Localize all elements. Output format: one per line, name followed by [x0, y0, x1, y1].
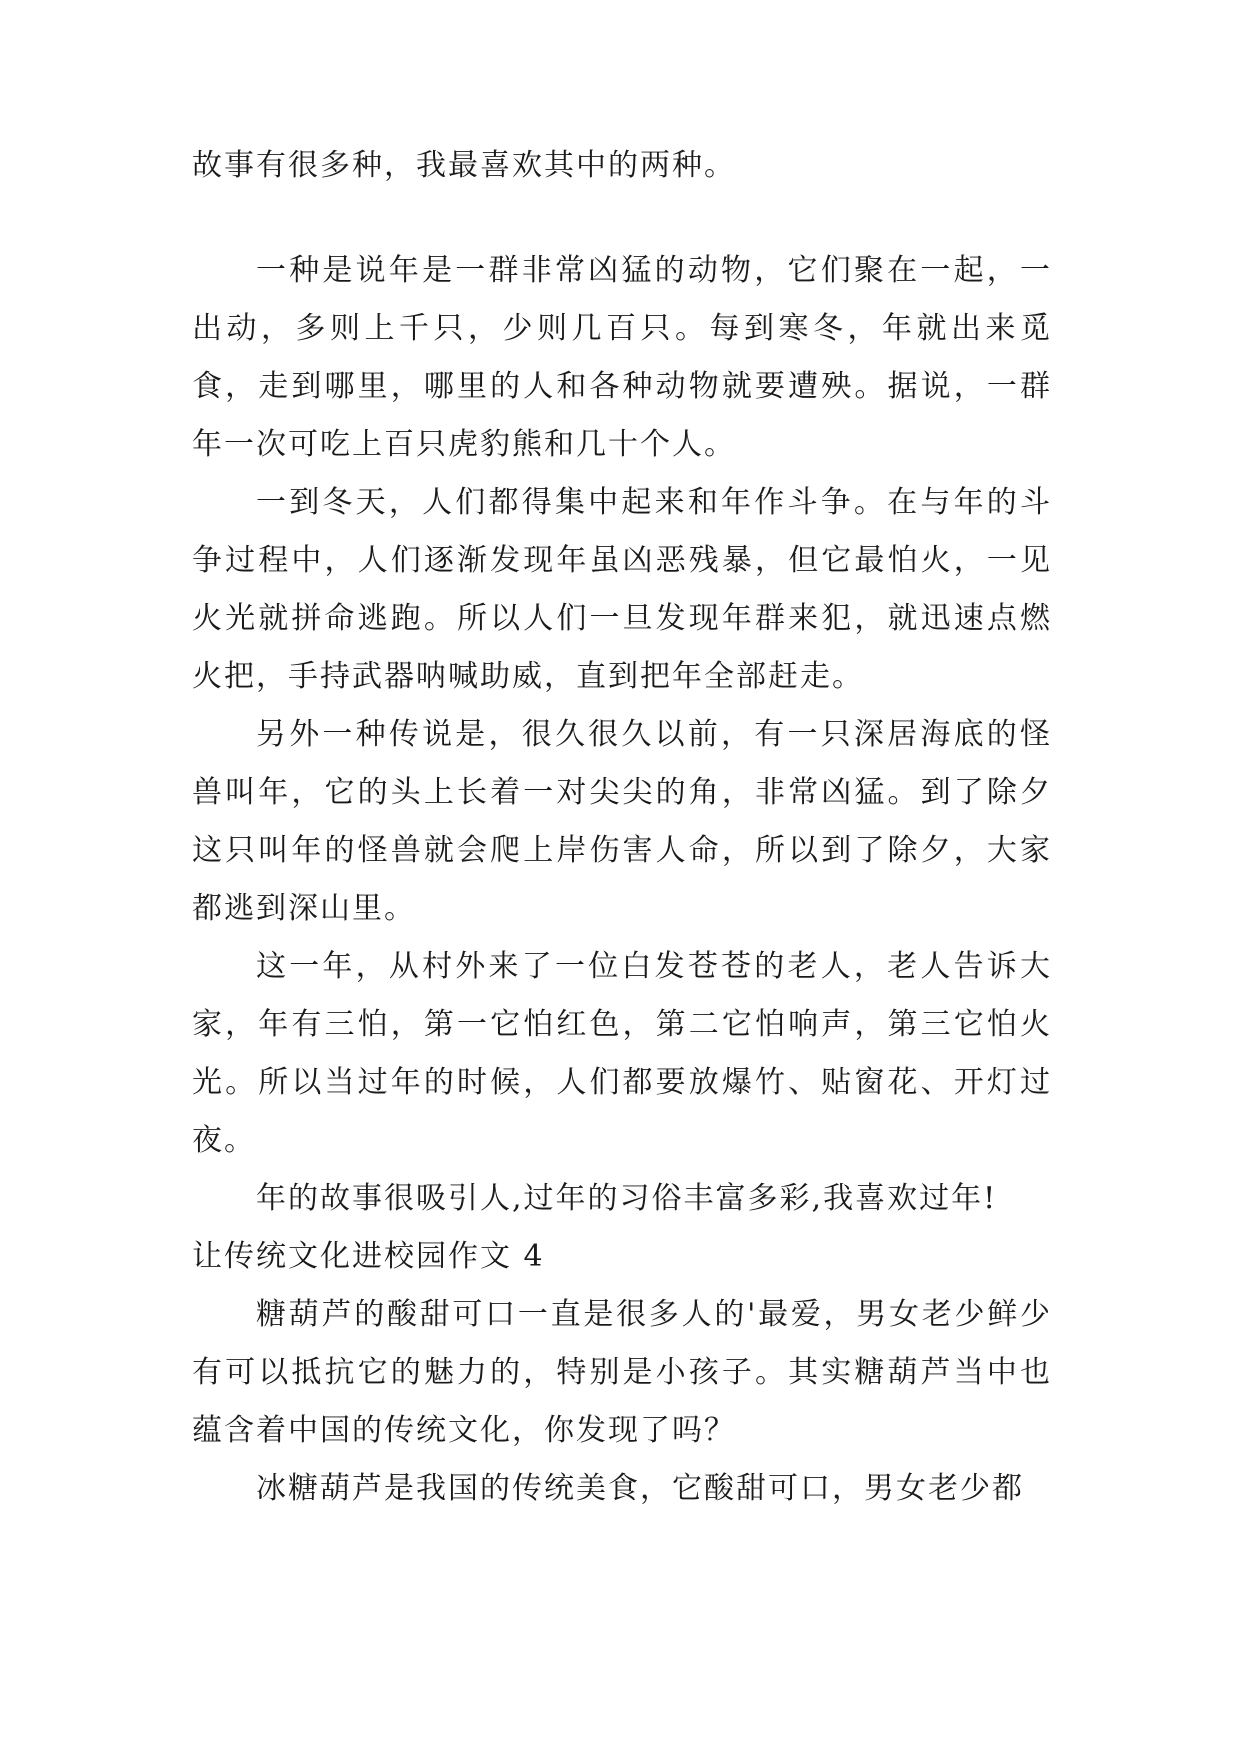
document-body	[192, 137, 1052, 195]
section-title: 让传统文化进校园作文 4	[192, 1239, 545, 1274]
document-body-main	[192, 242, 1052, 1518]
section-paragraph-1: 糖葫芦的酸甜可口一直是很多人的'最爱，男女老少鲜少有可以抵抗它的魅力的，特别是小孩子。其实糖葫芦当中也蕴含着中国的传统文化，你发现了吗？	[192, 1297, 1052, 1448]
intro-line: 故事有很多种，我最喜欢其中的两种。	[192, 148, 736, 183]
paragraph-4: 这一年，从村外来了一位白发苍苍的老人，老人告诉大家，年有三怕，第一它怕红色，第二它怕响声，第三它怕火光。所以当过年的时候，人们都要放爆竹、贴窗花、开灯过夜。	[192, 949, 1052, 1158]
paragraph-2: 一到冬天，人们都得集中起来和年作斗争。在与年的斗争过程中，人们逐渐发现年虽凶恶残暴，但它最怕火，一见火光就拼命逃跑。所以人们一旦发现年群来犯，就迅速点燃火把，手持武器呐喊助威，直到把年全部赶走。	[192, 485, 1052, 694]
paragraph-5: 年的故事很吸引人,过年的习俗丰富多彩,我喜欢过年!	[256, 1181, 998, 1216]
paragraph-3: 另外一种传说是，很久很久以前，有一只深居海底的怪兽叫年，它的头上长着一对尖尖的角，非常凶猛。到了除夕这只叫年的怪兽就会爬上岸伤害人命，所以到了除夕，大家都逃到深山里。	[192, 717, 1052, 926]
section-paragraph-2: 冰糖葫芦是我国的传统美食，它酸甜可口，男女老少都	[256, 1471, 1024, 1506]
paragraph-1: 一种是说年是一群非常凶猛的动物，它们聚在一起，一出动，多则上千只，少则几百只。每到寒冬，年就出来觅食，走到哪里，哪里的人和各种动物就要遭殃。据说，一群年一次可吃上百只虎豹熊和几十个人。	[192, 253, 1052, 462]
